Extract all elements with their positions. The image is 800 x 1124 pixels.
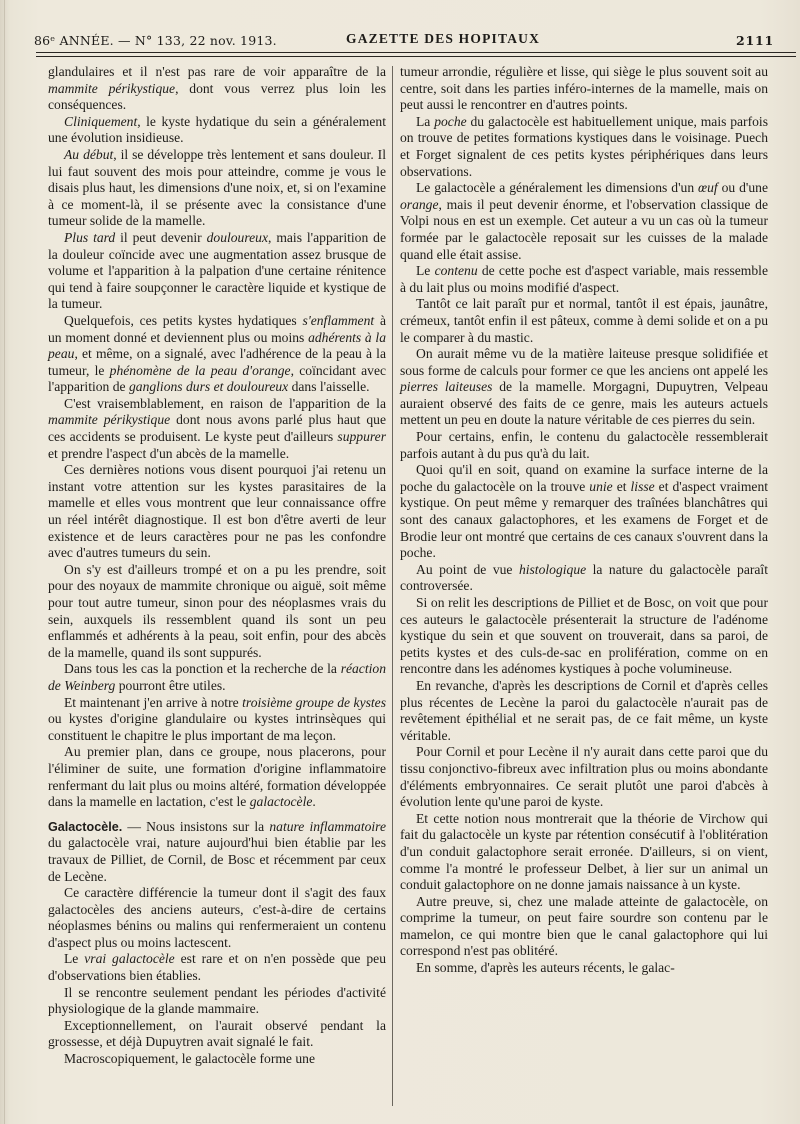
- paragraph: [48, 462, 386, 562]
- text-run: , dont vous verrez plus loin les conséquences.: [48, 80, 386, 113]
- paragraph: [48, 695, 386, 745]
- italic-text: pierres laiteuses: [400, 379, 493, 395]
- italic-text: œuf: [698, 180, 718, 196]
- paragraph: [400, 429, 768, 462]
- paragraph: [400, 894, 768, 960]
- text-run: C'est vraisemblablement, en raison de l'apparition de la: [64, 395, 386, 411]
- text-run: Et maintenant j'en arrive à notre: [64, 694, 243, 710]
- text-run: , mais l'apparition de la douleur coïncide avec une augmentation assez brusque de volume et l'apparition à la palpation d'une certaine rénitence qui tend à faire soupçonner le caractère liquide et kystique de la tumeur.: [48, 229, 386, 312]
- paragraph: [400, 811, 768, 894]
- section-gap: [48, 811, 386, 819]
- column-divider: [392, 66, 393, 1106]
- text-run: la nature du galactocèle paraît controversée.: [400, 561, 768, 594]
- paragraph: [400, 180, 768, 263]
- text-run: Quelquefois, ces petits kystes hydatiques: [64, 312, 303, 328]
- paragraph: [48, 562, 386, 662]
- text-run: Si on relit les descriptions de Pilliet et de Bosc, on voit que pour ces auteurs le galactocèle présenterait la structure de l'adénome kystique du sein et que souvent on trouverait, dans sa paroi, de petits kystes et des culs-de-sac en prolifération, comme on en rencontre dans les adénomes kystiques à poche volumineuse.: [400, 595, 768, 677]
- text-run: Tantôt ce lait paraît pur et normal, tantôt il est épais, jaunâtre, crémeux, tantôt enfin il est pâteux, comme à demi solide et on a pu le comparer à du mastic.: [400, 296, 768, 345]
- right-column: [400, 64, 768, 977]
- text-run: ou kystes d'origine glandulaire ou kystes intrinsèques qui constituent le chapitre le plus important de ma leçon.: [48, 711, 386, 743]
- text-run: Pour certains, enfin, le contenu du galactocèle ressemblerait parfois autant à du pus qu'à du lait.: [400, 429, 768, 461]
- text-run: et prendre l'aspect d'un abcès de la mamelle.: [48, 445, 290, 461]
- italic-text: réaction de Weinberg: [48, 661, 386, 693]
- text-run: , mais il peut devenir énorme, et l'observation classique de Volpi nous en est un exemple. Cet auteur a vu un cas où la tumeur formée par le galactocèle reposait sur les cuisses de la malade quand elle était assise.: [400, 196, 768, 262]
- journal-title: GAZETTE DES HOPITAUX: [346, 31, 541, 46]
- header-rule-thick: [36, 52, 796, 53]
- paragraph: [48, 885, 386, 951]
- italic-text: galactocèle: [249, 794, 313, 810]
- page-binding-edge: [4, 0, 5, 1124]
- text-run: et: [612, 478, 631, 494]
- text-run: , coïncidant avec l'apparition de: [48, 362, 387, 395]
- text-run: Et cette notion nous montrerait que la théorie de Virchow qui fait du galactocèle un kyste par rétention consécutif à l'oblitération d'un conduit galactophore serait erronée. D'ailleurs, si on vient, comme l'a montré le professeur Delbet, à lier sur un animal un conduit galactophore on ne donne jamais naissance à un kyste.: [400, 810, 768, 893]
- italic-text: lisse: [630, 478, 655, 494]
- text-run: Il se rencontre seulement pendant les périodes d'activité physiologique de la glande mammaire.: [48, 984, 386, 1017]
- italic-text: douloureux: [206, 229, 269, 245]
- paragraph: [400, 114, 768, 180]
- text-run: On aurait même vu de la matière laiteuse presque solidifiée et sous forme de calculs pour former ce que les anciens ont appelé les: [400, 346, 768, 378]
- paragraph: [48, 661, 386, 694]
- text-run: du galactocèle est habituellement unique, mais parfois on trouve de petites formations kystiques dans le voisinage. Puech et Forget signalent de ces petits kystes périphériques dans leurs observations.: [400, 113, 768, 179]
- paragraph: [48, 230, 386, 313]
- italic-text: unie: [589, 478, 613, 494]
- text-run: Ce caractère différencie la tumeur dont il s'agit des faux galactocèles des anciens auteurs, c'est-à-dire de certains néoplasmes bénins ou malins qui renfermeraient un contenu d'aspect plus ou moins lactescent.: [48, 885, 386, 950]
- paragraph: [400, 462, 768, 562]
- text-run: glandulaires et il n'est pas rare de voir apparaître de la: [48, 64, 386, 79]
- text-run: tumeur arrondie, régulière et lisse, qui siège le plus souvent soit au centre, soit dans les parties inféro-internes de la mamelle, mais on peut aussi le rencontrer en d'autres points.: [400, 64, 768, 113]
- text-run: Ces dernières notions vous disent pourquoi j'ai retenu un instant votre attention sur les kystes parasitaires de la mamelle et elles vous montrent que leur connaissance offre un réel intérêt diagnostique. Il est bon d'être averti de leur existence et de leurs caractères pour ne pas les confondre avec d'autres tumeurs du sein.: [48, 462, 386, 561]
- left-column: [48, 64, 386, 1068]
- italic-text: vrai galactocèle: [84, 951, 175, 967]
- text-run: Dans tous les cas la ponction et la recherche de la: [64, 661, 341, 677]
- italic-text: Au début: [64, 146, 114, 162]
- text-run: de la mamelle. Morgagni, Dupuytren, Velpeau auraient observé des faits de ce genre, mais les auteurs actuels mettent un peu en doute la nature véritable de ces pierres du sein.: [400, 379, 768, 428]
- italic-text: poche: [434, 113, 467, 129]
- text-run: de cette poche est d'aspect variable, mais ressemble à du lait plus ou moins modifié d'aspect.: [400, 263, 768, 295]
- paragraph: [48, 951, 386, 984]
- italic-text: ganglions durs et douloureux: [128, 379, 289, 395]
- paragraph: [48, 396, 386, 462]
- italic-text: troisième groupe de kystes: [242, 694, 386, 710]
- text-run: et d'aspect vraiment kystique. On peut même y remarquer des traînées blanchâtres qui sont des canaux galactophores, et les examens de Forget et de Brodie leur ont montré que certains de ces canaux s'ouvrent dans la poche.: [400, 478, 769, 561]
- issue-info: 86ᵉ ANNÉE. — N° 133, 22 nov. 1913.: [34, 33, 277, 48]
- paragraph: [48, 1018, 386, 1051]
- text-run: Le galactocèle a généralement les dimensions d'un: [416, 180, 699, 196]
- text-run: On s'y est d'ailleurs trompé et on a pu les prendre, soit pour des noyaux de mammite chronique ou aiguë, soit même pour tout autre tumeur, sinon pour des néoplasmes vrais du sein, auxquels ils ressemblent quand ils sont un peu enflammés et adhérents à la peau, soit enfin, pour des abcès de la mamelle, quand ils sont suppurés.: [48, 561, 386, 660]
- paragraph: [48, 1051, 386, 1068]
- text-run: dont nous avons parlé plus haut que ces accidents se produisent. Le kyste peut d'ailleurs: [48, 412, 386, 445]
- paragraph: [48, 819, 386, 885]
- italic-text: adhérents à la peau: [48, 329, 386, 362]
- italic-text: phénomène de la peau d'orange: [109, 362, 291, 378]
- paragraph: [400, 562, 768, 595]
- paragraph: [48, 147, 386, 230]
- text-run: il peut devenir: [115, 229, 207, 245]
- text-run: , il se développe très lentement et sans douleur. Il lui faut souvent des mois pour atteindre, comme je vous le disais plus haut, les dimensions d'une noix, et, si on l'examine à ce moment-là, il se présente avec la consistance d'une tumeur solide de la mamelle.: [48, 146, 386, 229]
- text-run: Au premier plan, dans ce groupe, nous placerons, pour l'éliminer de suite, une formation d'origine inflammatoire renfermant du lait plus ou moins altéré, formation développée dans la mamelle en lactation, c'est le: [48, 744, 386, 810]
- text-run: Macroscopiquement, le galactocèle forme une: [64, 1051, 315, 1067]
- paragraph: [48, 313, 386, 396]
- paragraph: [400, 263, 768, 296]
- italic-text: s'enflamment: [302, 312, 375, 328]
- text-run: pourront être utiles.: [115, 677, 226, 693]
- text-run: est rare et on n'en possède que peu d'observations bien établies.: [48, 951, 386, 984]
- text-run: , et même, on a signalé, avec l'adhérence de la peau à la tumeur, le: [48, 346, 386, 378]
- header-rule-thin: [36, 56, 796, 57]
- paragraph: [400, 595, 768, 678]
- text-run: Autre preuve, si, chez une malade atteinte de galactocèle, on comprime la tumeur, on peut faire sourdre son contenu par le mamelon, ce qui montre bien que le canal galactophore qui lui correspond n'est pas oblitéré.: [400, 893, 768, 959]
- text-run: En somme, d'après les auteurs récents, le galac-: [416, 960, 675, 976]
- text-run: ou d'une: [717, 180, 769, 196]
- paragraph: [48, 744, 386, 810]
- page-number: 2111: [736, 33, 774, 48]
- paragraph: [400, 296, 768, 346]
- paragraph: [400, 64, 768, 114]
- paragraph: [48, 64, 386, 114]
- text-run: du galactocèle vrai, nature aujourd'hui bien établie par les travaux de Pilliet, de Cornil, de Bosc et récemment par ceux de Lecène.: [48, 835, 386, 884]
- text-run: à un moment donné et deviennent plus ou moins: [48, 312, 386, 345]
- paragraph: [400, 678, 768, 744]
- paragraph: [48, 114, 386, 147]
- italic-text: histologique: [518, 561, 587, 577]
- text-run: Le: [416, 263, 435, 279]
- text-run: .: [312, 794, 316, 810]
- paragraph: [400, 960, 768, 977]
- text-run: La: [416, 113, 435, 129]
- page-header: [34, 30, 774, 50]
- section-heading: Galactocèle.: [48, 819, 123, 834]
- italic-text: orange: [400, 196, 439, 212]
- text-run: Quoi qu'il en soit, quand on examine la surface interne de la poche du galactocèle on la trouve: [400, 462, 768, 494]
- text-run: — Nous insistons sur la: [122, 818, 270, 834]
- text-run: En revanche, d'après les descriptions de Cornil et d'après celles plus récentes de Lecène la paroi du galactocèle n'aurait pas de revêtement épithélial et ne serait pas, de ce fait même, un kyste véritable.: [400, 677, 768, 743]
- text-run: dans l'aisselle.: [288, 379, 370, 395]
- italic-text: contenu: [434, 263, 478, 279]
- italic-text: Cliniquement: [64, 113, 138, 129]
- paragraph: [400, 744, 768, 810]
- italic-text: mammite périkystique: [48, 80, 176, 96]
- text-run: Au point de vue: [416, 561, 519, 577]
- italic-text: mammite périkystique: [48, 412, 171, 428]
- italic-text: suppurer: [337, 429, 386, 445]
- italic-text: Plus tard: [64, 229, 116, 245]
- text-run: Exceptionnellement, on l'aurait observé pendant la grossesse, et déjà Dupuytren avait signalé le fait.: [48, 1017, 386, 1050]
- paragraph: [48, 985, 386, 1018]
- italic-text: nature inflammatoire: [269, 818, 386, 834]
- text-run: Pour Cornil et pour Lecène il n'y aurait dans cette paroi que du tissu conjonctivo-fibreux avec infiltration plus ou moins abondante d'éléments embryonnaires. Ce serait plutôt une paroi d'abcès à évolution lente qu'une paroi de kyste.: [400, 744, 768, 810]
- text-run: , le kyste hydatique du sein a généralement une évolution insidieuse.: [48, 113, 386, 146]
- text-run: Le: [64, 951, 85, 967]
- paragraph: [400, 346, 768, 429]
